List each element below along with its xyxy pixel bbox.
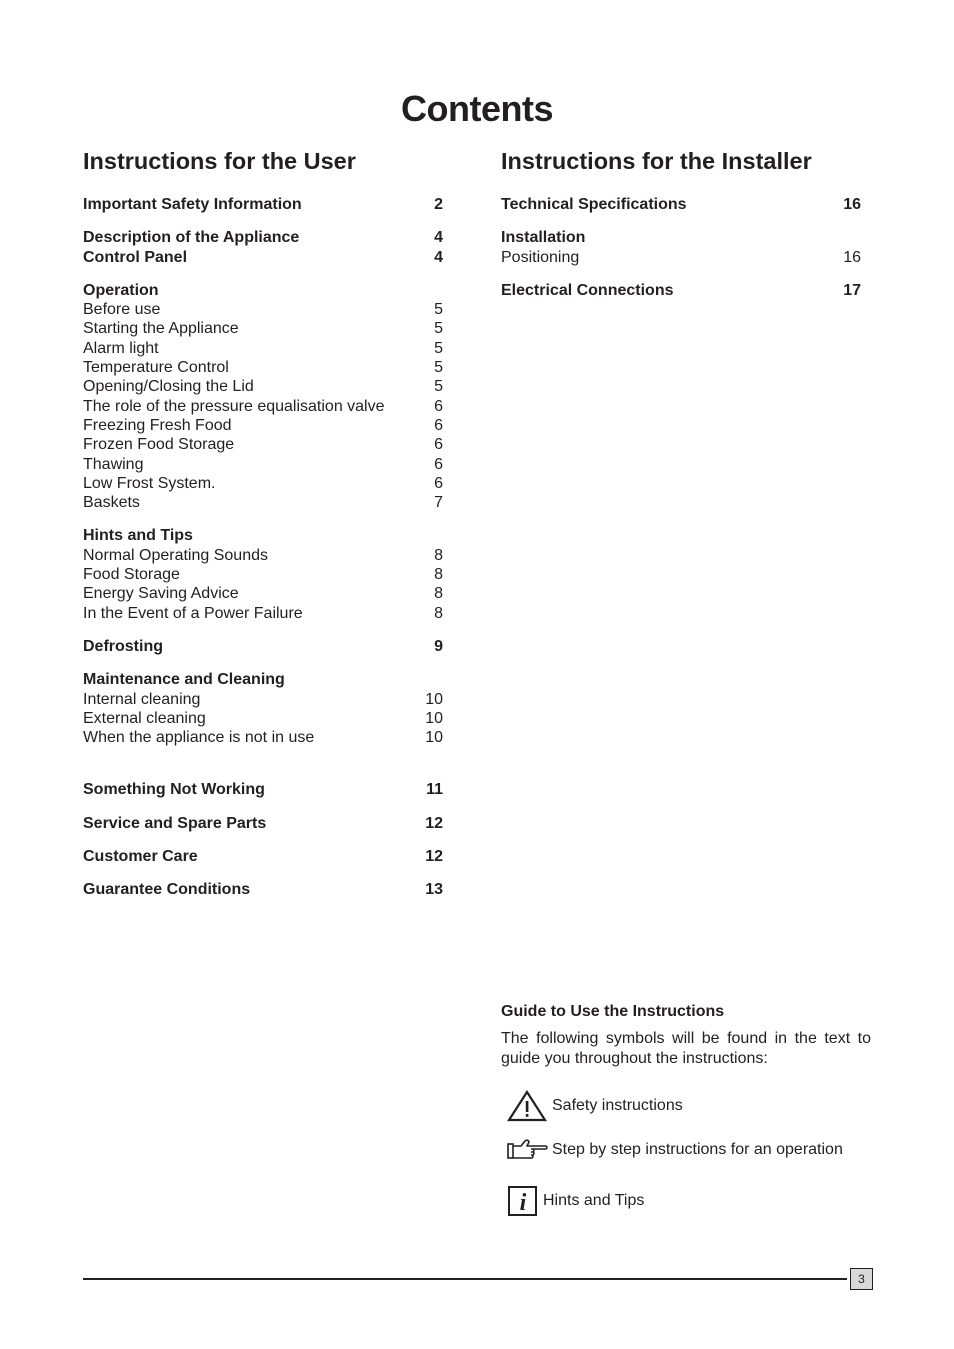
symbol-step-label: Step by step instructions for an operation	[552, 1141, 843, 1158]
guide-text: The following symbols will be found in the text to guide you throughout the instructions:	[501, 1030, 871, 1067]
installer-toc-group	[501, 228, 861, 267]
toc-entry-page: 10	[425, 709, 443, 727]
toc-entry-page: 6	[434, 455, 443, 473]
toc-entry-label: Operation	[83, 281, 159, 299]
toc-entry-page: 6	[434, 397, 443, 415]
user-toc-group	[83, 880, 443, 899]
user-toc-list	[83, 195, 443, 900]
toc-entry-page: 5	[434, 339, 443, 357]
user-toc-entry	[83, 358, 443, 377]
toc-entry-page: 8	[434, 566, 443, 584]
warning-triangle-icon	[507, 1090, 547, 1122]
user-toc-entry	[83, 880, 443, 899]
toc-entry-page: 17	[843, 281, 861, 299]
toc-entry-label: Defrosting	[83, 637, 163, 655]
toc-entry-label: Opening/Closing the Lid	[83, 378, 254, 396]
user-toc-entry	[83, 780, 443, 799]
symbol-hints-label: Hints and Tips	[543, 1192, 645, 1209]
toc-entry-page: 8	[434, 546, 443, 564]
user-toc-group	[83, 780, 443, 799]
toc-entry-label: When the appliance is not in use	[83, 729, 315, 747]
installer-toc-entry	[501, 195, 861, 214]
installer-toc-group	[501, 195, 861, 214]
toc-entry-page: 7	[434, 494, 443, 512]
user-toc-group	[83, 847, 443, 866]
user-toc-entry	[83, 847, 443, 866]
user-toc-entry	[83, 339, 443, 358]
user-instructions-column	[83, 146, 443, 914]
installer-toc-entry	[501, 228, 861, 247]
toc-entry-label: External cleaning	[83, 709, 206, 727]
page-number: 3	[850, 1268, 873, 1290]
toc-entry-page: 5	[434, 359, 443, 377]
user-toc-group	[83, 228, 443, 267]
user-toc-entry	[83, 416, 443, 435]
toc-entry-label: Description of the Appliance	[83, 229, 300, 247]
toc-entry-page: 16	[843, 248, 861, 266]
toc-entry-label: Guarantee Conditions	[83, 881, 251, 899]
toc-entry-label: Electrical Connections	[501, 281, 674, 299]
toc-entry-label: In the Event of a Power Failure	[83, 604, 303, 622]
toc-entry-page: 9	[434, 637, 443, 655]
svg-text:i: i	[519, 1190, 527, 1216]
symbol-safety-row	[507, 1090, 683, 1122]
toc-entry-page: 6	[434, 474, 443, 492]
user-toc-entry	[83, 397, 443, 416]
user-toc-entry	[83, 604, 443, 623]
toc-entry-label: Thawing	[83, 455, 144, 473]
toc-entry-page: 5	[434, 378, 443, 396]
toc-entry-label: Temperature Control	[83, 359, 229, 377]
info-icon	[508, 1186, 538, 1216]
toc-entry-label: Important Safety Information	[83, 196, 302, 213]
symbol-safety-label: Safety instructions	[552, 1097, 683, 1114]
toc-entry-label: Positioning	[501, 248, 580, 266]
user-toc-entry	[83, 377, 443, 396]
toc-entry-page: 2	[434, 196, 443, 213]
toc-entry-label: Control Panel	[83, 248, 188, 266]
symbol-hints-row	[508, 1186, 644, 1216]
user-toc-group	[83, 195, 443, 214]
user-toc-entry	[83, 228, 443, 247]
page-title: Contents	[401, 88, 553, 129]
toc-entry-page: 6	[434, 416, 443, 434]
user-toc-entry	[83, 670, 443, 689]
user-toc-entry	[83, 814, 443, 833]
user-toc-entry	[83, 281, 443, 300]
toc-entry-label: Customer Care	[83, 848, 198, 866]
toc-entry-label: Energy Saving Advice	[83, 585, 239, 603]
toc-entry-page: 10	[425, 690, 443, 708]
footer-rule	[83, 1278, 847, 1280]
toc-entry-page: 8	[434, 604, 443, 622]
installer-instructions-heading: Instructions for the Installer	[501, 148, 812, 174]
toc-entry-label: Frozen Food Storage	[83, 436, 235, 454]
toc-entry-label: Food Storage	[83, 566, 180, 584]
user-toc-entry	[83, 319, 443, 338]
toc-entry-page: 16	[843, 196, 861, 213]
symbol-step-row	[507, 1138, 843, 1162]
user-toc-entry	[83, 195, 443, 214]
user-toc-entry	[83, 565, 443, 584]
toc-entry-page: 4	[434, 229, 443, 247]
toc-entry-label: Maintenance and Cleaning	[83, 671, 285, 689]
guide-section	[501, 1001, 871, 1068]
toc-entry-label: Alarm light	[83, 339, 159, 357]
user-toc-entry	[83, 546, 443, 565]
toc-entry-page: 6	[434, 436, 443, 454]
toc-entry-page: 4	[434, 248, 443, 266]
toc-entry-label: The role of the pressure equalisation valve	[83, 397, 385, 415]
user-toc-entry	[83, 584, 443, 603]
user-toc-entry	[83, 493, 443, 512]
toc-entry-label: Technical Specifications	[501, 196, 687, 213]
toc-entry-label: Service and Spare Parts	[83, 814, 267, 832]
toc-entry-page: 10	[425, 729, 443, 747]
toc-entry-label: Starting the Appliance	[83, 320, 239, 338]
toc-entry-page: 12	[425, 814, 443, 832]
user-toc-group	[83, 637, 443, 656]
toc-entry-page: 13	[425, 881, 443, 899]
user-toc-entry	[83, 637, 443, 656]
user-instructions-heading: Instructions for the User	[83, 148, 356, 174]
user-toc-group	[83, 670, 443, 747]
user-toc-entry	[83, 690, 443, 709]
user-toc-entry	[83, 435, 443, 454]
installer-instructions-column	[501, 146, 861, 314]
toc-entry-page: 8	[434, 585, 443, 603]
toc-entry-label: Internal cleaning	[83, 690, 201, 708]
installer-toc-entry	[501, 281, 861, 300]
toc-entry-label: Normal Operating Sounds	[83, 546, 268, 564]
user-toc-group	[83, 814, 443, 833]
toc-entry-page: 12	[425, 848, 443, 866]
toc-entry-label: Baskets	[83, 494, 140, 512]
user-toc-entry	[83, 300, 443, 319]
user-toc-group	[83, 281, 443, 513]
toc-entry-label: Before use	[83, 301, 161, 319]
toc-entry-label: Freezing Fresh Food	[83, 416, 232, 434]
user-toc-entry	[83, 709, 443, 728]
toc-spacer	[83, 761, 443, 780]
toc-entry-page: 5	[434, 320, 443, 338]
user-toc-entry	[83, 526, 443, 545]
installer-toc-entry	[501, 248, 861, 267]
pointing-hand-icon	[507, 1138, 549, 1162]
toc-entry-label: Low Frost System.	[83, 474, 216, 492]
user-toc-entry	[83, 455, 443, 474]
toc-entry-label: Hints and Tips	[83, 527, 193, 545]
user-toc-group	[83, 526, 443, 622]
installer-toc-group	[501, 281, 861, 300]
user-toc-entry	[83, 248, 443, 267]
toc-entry-page: 11	[426, 781, 443, 799]
installer-toc-list	[501, 195, 861, 300]
toc-entry-label: Installation	[501, 229, 586, 247]
user-toc-entry	[83, 728, 443, 747]
toc-entry-page: 5	[434, 301, 443, 319]
user-toc-entry	[83, 474, 443, 493]
toc-entry-label: Something Not Working	[83, 781, 265, 799]
guide-title: Guide to Use the Instructions	[501, 1003, 725, 1020]
